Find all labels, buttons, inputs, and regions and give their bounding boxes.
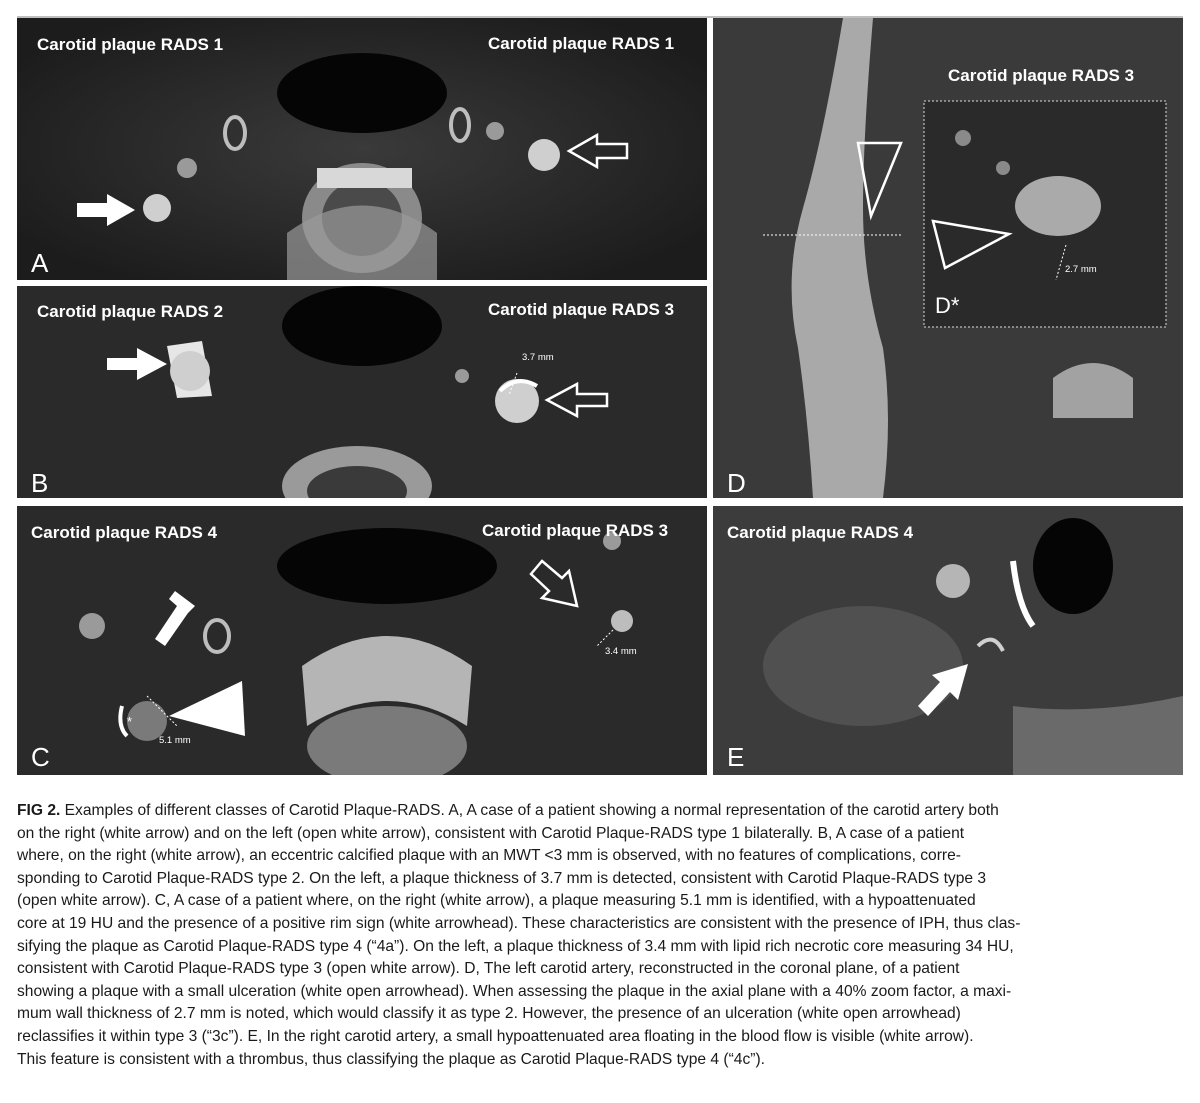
caption-line-6: core at 19 HU and the presence of a positive rim sign (white arrowhead). These characteristics are consistent with the presence of IPH, thus clas- — [17, 914, 1021, 932]
panel-c-measurement-left: 5.1 mm — [159, 735, 191, 746]
panel-d-letter: D — [727, 468, 746, 498]
caption-line-9: showing a plaque with a small ulceration (white open arrowhead). When assessing the plaque in the axial plane with a 40% zoom factor, a maxi- — [17, 982, 1012, 1000]
panel-c-scan-image — [17, 506, 707, 775]
panel-b — [17, 286, 707, 498]
panel-d-scan-image — [713, 18, 1183, 498]
caption-line-4: sponding to Carotid Plaque-RADS type 2. On the left, a plaque thickness of 3.7 mm is detected, consistent with Carotid Plaque-RADS type 3 — [17, 869, 987, 887]
panel-a-title-left: Carotid plaque RADS 1 — [37, 35, 224, 54]
panel-b-measurement: 3.7 mm — [522, 352, 554, 363]
figure-composite — [17, 18, 1183, 775]
panel-d-inset-label: D* — [935, 293, 960, 318]
panel-a-title-right: Carotid plaque RADS 1 — [488, 34, 675, 53]
panel-c-title-left: Carotid plaque RADS 4 — [31, 523, 218, 542]
panel-a-scan-image — [17, 18, 707, 280]
panel-b-letter: B — [31, 468, 49, 498]
panel-b-title-left: Carotid plaque RADS 2 — [37, 302, 224, 321]
panel-c-asterisk: * — [127, 714, 133, 729]
caption-line-2: on the right (white arrow) and on the left (open white arrow), consistent with Carotid Plaque-RADS type 1 bilaterally. B, A case of a patient — [17, 824, 965, 842]
figure-label: FIG 2. — [17, 802, 61, 819]
panel-d — [713, 18, 1183, 498]
caption-line-5: (open white arrow). C, A case of a patient where, on the right (white arrow), a plaque measuring 5.1 mm is identified, with a hypoattenuated — [17, 892, 976, 910]
panel-a — [17, 18, 707, 280]
caption-line-3: where, on the right (white arrow), an eccentric calcified plaque with an MWT <3 mm is observed, with no features of complications, corre- — [17, 847, 961, 865]
panel-e-scan-image — [713, 506, 1183, 775]
caption-line-12: This feature is consistent with a thrombus, thus classifying the plaque as Carotid Plaque-RADS type 4 (“4c”). — [17, 1050, 765, 1068]
panel-c-measurement-right: 3.4 mm — [605, 646, 637, 657]
panel-d-title: Carotid plaque RADS 3 — [948, 66, 1135, 85]
panel-c-title-right: Carotid plaque RADS 3 — [482, 521, 669, 540]
panel-d-measurement: 2.7 mm — [1065, 264, 1097, 275]
panel-c — [17, 506, 707, 775]
caption-line-1 — [17, 800, 1183, 823]
panel-b-title-right: Carotid plaque RADS 3 — [488, 300, 675, 319]
caption-line-7: sifying the plaque as Carotid Plaque-RADS type 4 (“4a”). On the left, a plaque thickness of 3.4 mm with lipid rich necrotic core measuring 34 HU, — [17, 937, 1014, 955]
figure-caption — [17, 800, 1183, 1071]
panel-e — [713, 506, 1183, 775]
caption-line-1-text: Examples of different classes of Carotid Plaque-RADS. A, A case of a patient showing a normal representation of the carotid artery both — [60, 802, 999, 819]
caption-line-10: mum wall thickness of 2.7 mm is noted, which would classify it as type 2. However, the presence of an ulceration (white open arrowhead) — [17, 1005, 961, 1023]
panel-e-letter: E — [727, 742, 745, 772]
panel-a-letter: A — [31, 248, 49, 278]
caption-line-8: consistent with Carotid Plaque-RADS type 3 (open white arrow). D, The left carotid artery, reconstructed in the coronal plane, of a patient — [17, 960, 960, 978]
panel-c-letter: C — [31, 742, 50, 772]
caption-line-11: reclassifies it within type 3 (“3c”). E, In the right carotid artery, a small hypoattenuated area floating in the blood flow is visible (white arrow). — [17, 1027, 974, 1045]
panel-e-title: Carotid plaque RADS 4 — [727, 523, 914, 542]
